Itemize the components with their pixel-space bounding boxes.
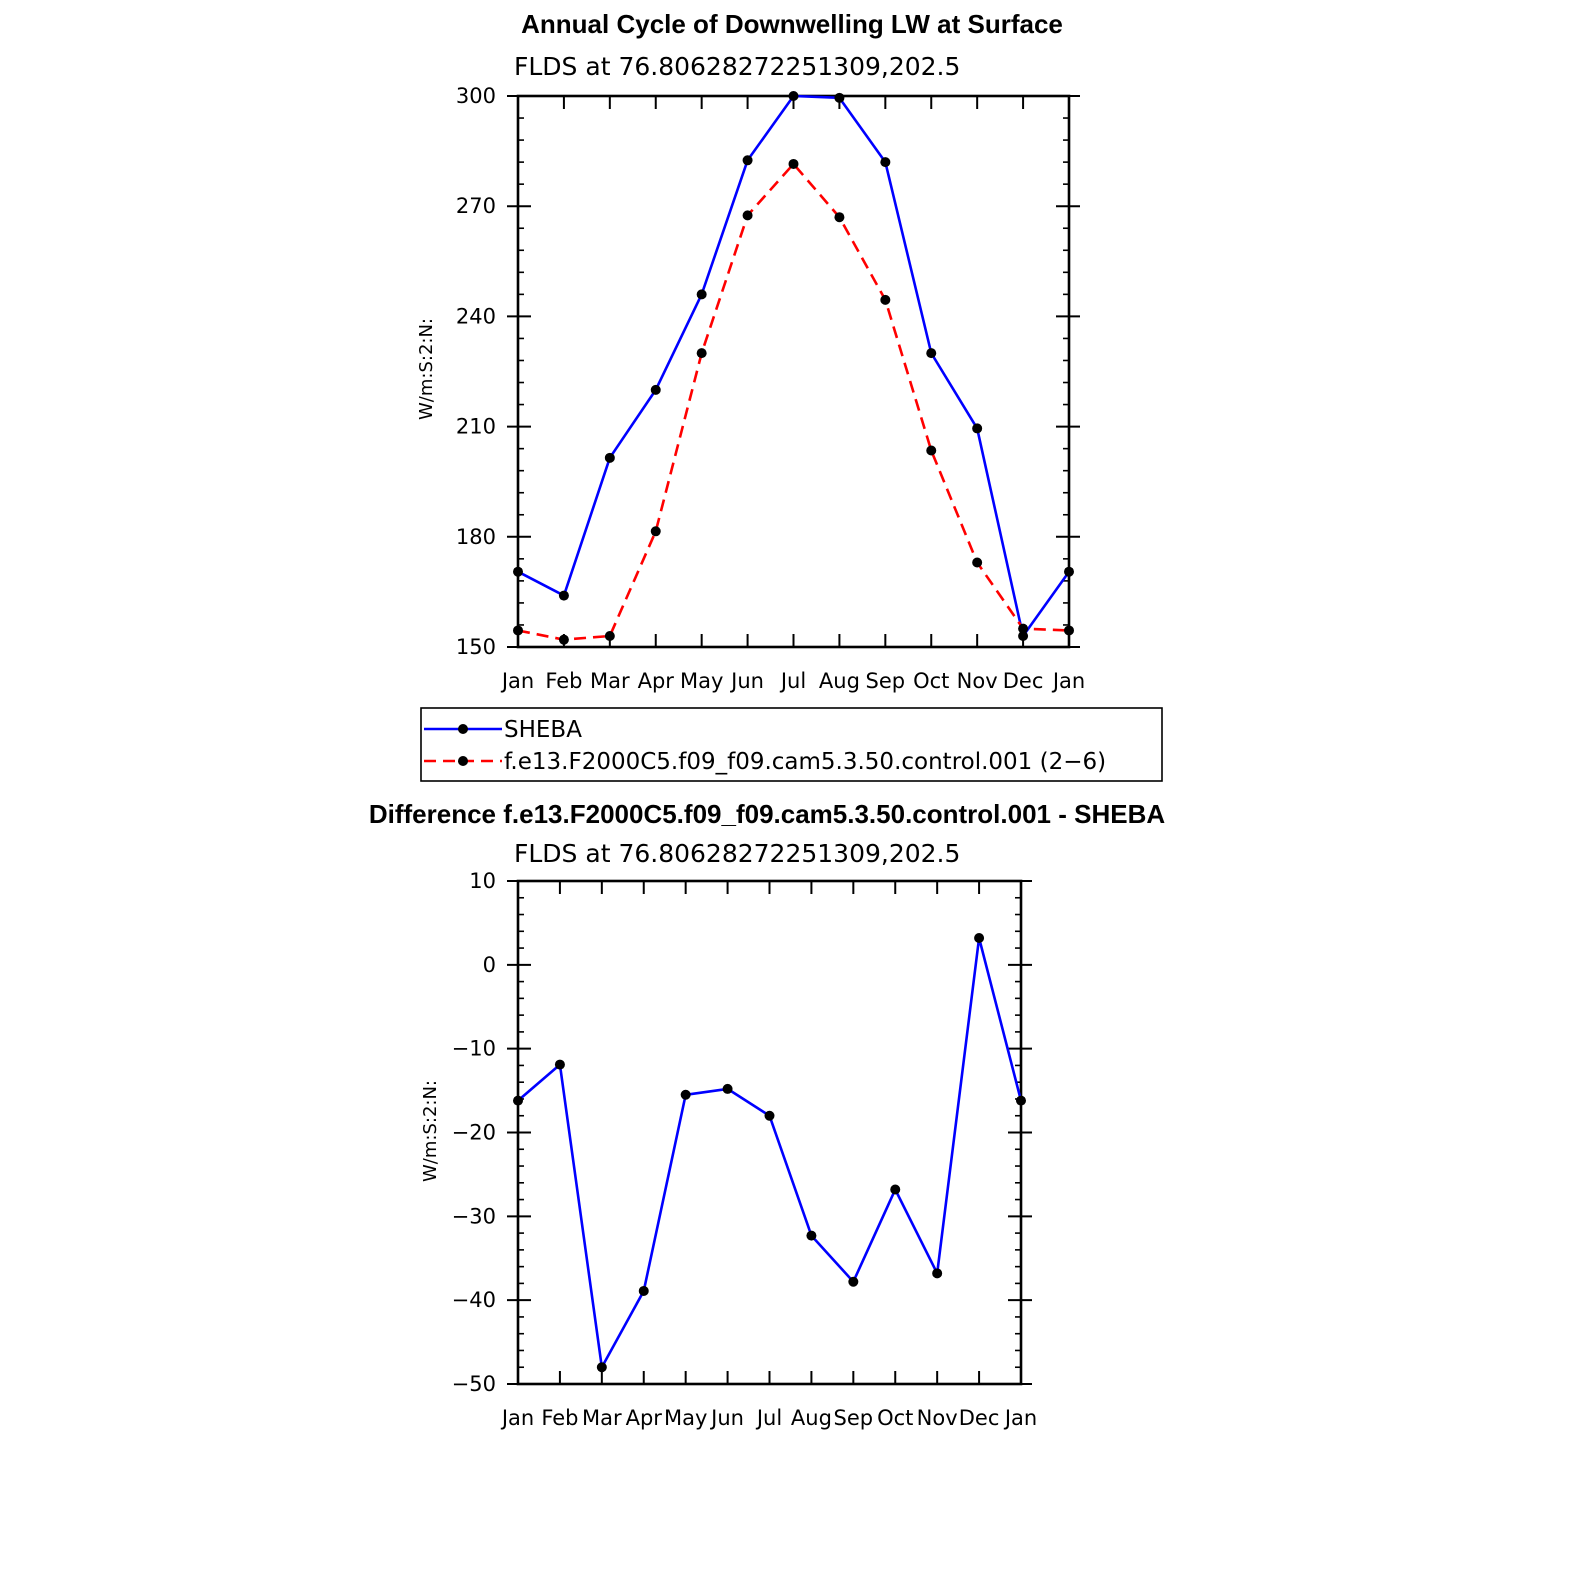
data-point-0-0-0 (513, 567, 523, 577)
data-point-1-0-8 (848, 1277, 858, 1287)
chart-title-bottom: Difference f.e13.F2000C5.f09_f09.cam5.3.50.control.001 - SHEBA (368, 799, 1166, 829)
x-tick-label: Aug (790, 1406, 832, 1430)
chart-subtitle-top: FLDS at 76.80628272251309,202.5 (514, 52, 961, 81)
data-point-0-1-2 (605, 631, 615, 641)
legend-label-sheba: SHEBA (504, 717, 582, 743)
data-point-0-1-11 (1018, 624, 1028, 634)
data-point-1-0-5 (723, 1084, 733, 1094)
data-point-1-0-0 (513, 1096, 523, 1106)
data-point-1-0-1 (555, 1060, 565, 1070)
data-point-0-1-4 (697, 348, 707, 358)
data-point-0-0-9 (926, 348, 936, 358)
data-point-0-0-5 (743, 155, 753, 165)
x-tick-label: May (679, 669, 724, 693)
data-point-1-0-4 (681, 1090, 691, 1100)
data-point-0-0-1 (559, 591, 569, 601)
x-tick-label: Jul (780, 669, 807, 693)
data-point-1-0-12 (1016, 1096, 1026, 1106)
x-tick-label: Feb (545, 669, 583, 693)
data-point-1-0-10 (932, 1268, 942, 1278)
y-axis-label-bottom: W/m:S:2:N: (420, 1080, 441, 1182)
data-point-0-1-8 (880, 295, 890, 305)
x-tick-label: Jan (1052, 669, 1086, 693)
y-tick-label: 180 (455, 524, 496, 549)
legend-marker-model (458, 756, 468, 766)
data-point-0-0-3 (651, 385, 661, 395)
data-point-0-0-6 (789, 91, 799, 101)
x-tick-label: Apr (625, 1406, 662, 1430)
data-point-1-0-6 (765, 1111, 775, 1121)
data-point-0-1-12 (1064, 625, 1074, 635)
data-point-0-0-7 (834, 93, 844, 103)
data-point-0-0-4 (697, 289, 707, 299)
data-point-1-0-3 (639, 1286, 649, 1296)
legend (421, 708, 1162, 781)
data-point-0-1-3 (651, 526, 661, 536)
y-tick-label: −40 (451, 1288, 496, 1313)
x-tick-label: Mar (590, 669, 630, 693)
y-tick-label: −30 (451, 1204, 496, 1229)
chart-title-top: Annual Cycle of Downwelling LW at Surface (521, 9, 1063, 39)
x-tick-label: Nov (916, 1406, 958, 1430)
series-line-0-0 (518, 96, 1069, 636)
y-tick-label: 150 (455, 635, 496, 659)
series-line-1-0 (518, 938, 1021, 1367)
x-tick-label: Sep (865, 669, 906, 693)
x-tick-label: Jun (711, 1406, 744, 1430)
y-tick-label: 10 (469, 869, 496, 893)
x-tick-label: Jun (731, 669, 764, 693)
data-point-0-1-1 (559, 635, 569, 645)
data-point-1-0-2 (597, 1362, 607, 1372)
data-point-0-1-5 (743, 210, 753, 220)
x-tick-label: Dec (958, 1406, 1000, 1430)
data-point-0-1-0 (513, 625, 523, 635)
legend-marker-sheba (458, 724, 468, 734)
x-tick-label: May (663, 1406, 708, 1430)
data-point-1-0-11 (974, 933, 984, 943)
x-tick-label: Jan (501, 1406, 535, 1430)
data-point-1-0-9 (890, 1185, 900, 1195)
x-tick-label: Mar (582, 1406, 622, 1430)
data-point-0-1-6 (789, 159, 799, 169)
legend-label-model: f.e13.F2000C5.f09_f09.cam5.3.50.control.001 (2−6) (504, 749, 1107, 775)
x-tick-label: Aug (818, 669, 860, 693)
chart-subtitle-bottom: FLDS at 76.80628272251309,202.5 (514, 839, 961, 868)
x-tick-label: Jan (501, 669, 535, 693)
x-tick-label: Nov (956, 669, 998, 693)
data-point-0-0-2 (605, 453, 615, 463)
data-point-0-0-10 (972, 423, 982, 433)
y-tick-label: 300 (455, 84, 496, 108)
series-line-0-1 (518, 164, 1069, 640)
x-tick-label: Feb (541, 1406, 579, 1430)
data-point-0-0-8 (880, 157, 890, 167)
data-point-0-0-12 (1064, 567, 1074, 577)
data-point-0-1-10 (972, 558, 982, 568)
x-tick-label: Dec (1002, 669, 1044, 693)
y-tick-label: −10 (451, 1036, 496, 1061)
x-tick-label: Jul (756, 1406, 783, 1430)
data-point-0-1-7 (834, 212, 844, 222)
y-tick-label: 0 (482, 952, 496, 977)
x-tick-label: Oct (877, 1406, 914, 1430)
y-tick-label: 240 (455, 304, 496, 329)
data-point-1-0-7 (806, 1231, 816, 1241)
data-point-0-1-9 (926, 445, 936, 455)
plot-difference (452, 869, 1038, 1430)
y-tick-label: −50 (451, 1372, 496, 1396)
x-tick-label: Oct (913, 669, 950, 693)
y-tick-label: −20 (451, 1120, 496, 1145)
x-tick-label: Jan (1004, 1406, 1038, 1430)
y-tick-label: 210 (455, 414, 496, 439)
y-tick-label: 270 (455, 194, 496, 219)
plot-frame (518, 96, 1069, 647)
plot-annual-cycle (456, 84, 1085, 693)
x-tick-label: Sep (833, 1406, 874, 1430)
y-axis-label-top: W/m:S:2:N: (416, 318, 437, 420)
x-tick-label: Apr (637, 669, 674, 693)
